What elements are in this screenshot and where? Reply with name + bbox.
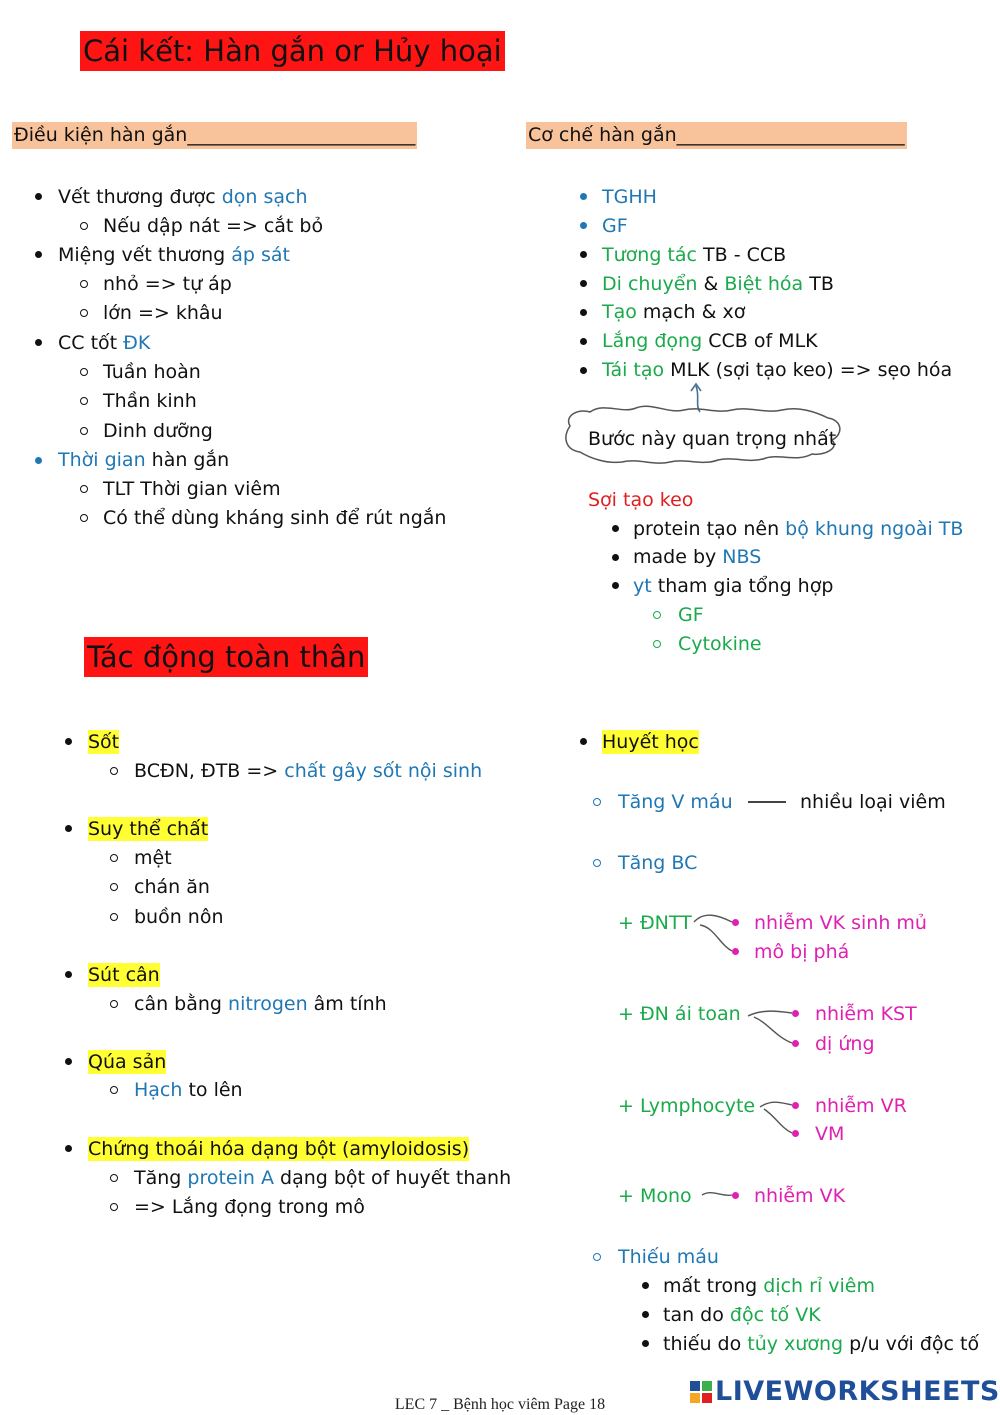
collagen-cytokine: Cytokine bbox=[678, 633, 762, 655]
circle-bullet-icon bbox=[110, 1086, 118, 1094]
bullet-icon bbox=[580, 222, 587, 229]
cloud-annotation-shape bbox=[560, 380, 850, 472]
condition-time-sub1: TLT Thời gian viêm bbox=[103, 478, 281, 500]
anemia-loss: mất trong dịch rỉ viêm bbox=[663, 1275, 875, 1297]
bullet-icon bbox=[642, 1311, 649, 1318]
bullet-icon bbox=[580, 193, 587, 200]
collagen-title: Sợi tạo keo bbox=[588, 489, 694, 511]
effect-amyloidosis: Chứng thoái hóa dạng bột (amyloidosis) bbox=[88, 1138, 470, 1160]
circle-bullet-icon bbox=[110, 1203, 118, 1211]
bullet-icon bbox=[35, 251, 42, 258]
hema-wbc: Tăng BC bbox=[618, 852, 698, 874]
hema-monocyte: + Mono bbox=[618, 1185, 692, 1207]
hematology-title: Huyết học bbox=[602, 731, 699, 753]
circle-bullet-icon bbox=[80, 514, 88, 522]
bullet-icon bbox=[65, 825, 72, 832]
circle-bullet-icon bbox=[110, 913, 118, 921]
circle-bullet-icon bbox=[110, 1000, 118, 1008]
effect-fever-sub: BCĐN, ĐTB => chất gây sốt nội sinh bbox=[134, 760, 483, 782]
bullet-icon bbox=[792, 1130, 799, 1137]
effect-nausea: buồn nôn bbox=[134, 906, 224, 928]
neutrophil-bacteria: nhiễm VK sinh mủ bbox=[754, 912, 927, 934]
circle-bullet-icon bbox=[80, 309, 88, 317]
effect-anorexia: chán ăn bbox=[134, 876, 210, 898]
collagen-made-by: made by NBS bbox=[633, 546, 762, 568]
effect-hyperplasia: Qúa sản bbox=[88, 1051, 167, 1073]
mechanism-vessels: Tạo mạch & xơ bbox=[602, 301, 746, 323]
collagen-gf: GF bbox=[678, 604, 704, 626]
monocyte-bacteria: nhiễm VK bbox=[754, 1185, 846, 1207]
condition-good-body: CC tốt ĐK bbox=[58, 332, 151, 354]
bullet-icon bbox=[732, 948, 739, 955]
bullet-icon bbox=[732, 919, 739, 926]
condition-circulation: Tuần hoàn bbox=[103, 361, 201, 383]
bullet-icon bbox=[35, 457, 42, 464]
circle-bullet-icon bbox=[80, 397, 88, 405]
effect-weakness: Suy thể chất bbox=[88, 818, 209, 840]
circle-bullet-icon bbox=[110, 883, 118, 891]
heading-healing-conditions: Điều kiện hàn gắn________________________ bbox=[12, 122, 417, 149]
bullet-icon bbox=[580, 309, 587, 316]
circle-bullet-icon bbox=[593, 859, 601, 867]
hema-anemia: Thiếu máu bbox=[618, 1246, 719, 1268]
bullet-icon bbox=[580, 338, 587, 345]
mechanism-interaction: Tương tác TB - CCB bbox=[602, 244, 787, 266]
circle-bullet-icon bbox=[80, 485, 88, 493]
effect-tired: mệt bbox=[134, 847, 172, 869]
hema-neutrophil: + ĐNTT bbox=[618, 912, 692, 934]
collagen-protein: protein tạo nên bộ khung ngoài TB bbox=[633, 518, 964, 540]
circle-bullet-icon bbox=[80, 427, 88, 435]
condition-clean-sub: Nếu dập nát => cắt bỏ bbox=[103, 215, 324, 237]
eosinophil-allergy: dị ứng bbox=[815, 1033, 875, 1055]
effect-protein-a: Tăng protein A dạng bột of huyết thanh bbox=[134, 1167, 512, 1189]
bullet-icon bbox=[35, 339, 42, 346]
bullet-icon bbox=[642, 1340, 649, 1347]
bullet-icon bbox=[612, 582, 619, 589]
circle-bullet-icon bbox=[80, 368, 88, 376]
bullet-icon bbox=[612, 525, 619, 532]
bullet-icon bbox=[65, 1058, 72, 1065]
heading-healing-mechanism: Cơ chế hàn gắn________________________ bbox=[526, 122, 907, 149]
condition-close-edges: Miệng vết thương áp sát bbox=[58, 244, 290, 266]
effect-fever: Sốt bbox=[88, 731, 120, 753]
mechanism-deposit: Lắng đọng CCB of MLK bbox=[602, 330, 818, 352]
title-systemic-effects: Tác động toàn thân bbox=[84, 637, 368, 677]
bullet-icon bbox=[792, 1040, 799, 1047]
anemia-hemolysis: tan do độc tố VK bbox=[663, 1304, 821, 1326]
anemia-marrow: thiếu do tủy xương p/u với độc tố bbox=[663, 1333, 980, 1355]
bullet-icon bbox=[580, 251, 587, 258]
bullet-icon bbox=[580, 738, 587, 745]
bullet-icon bbox=[792, 1010, 799, 1017]
logo-icon bbox=[690, 1381, 712, 1403]
effect-deposit: => Lắng đọng trong mô bbox=[134, 1196, 365, 1218]
page-footer: LEC 7 _ Bệnh học viêm Page 18 bbox=[394, 1396, 606, 1413]
condition-time: Thời gian hàn gắn bbox=[58, 449, 230, 471]
mechanism-tghh: TGHH bbox=[602, 186, 657, 208]
bullet-icon bbox=[65, 738, 72, 745]
circle-bullet-icon bbox=[110, 767, 118, 775]
bullet-icon bbox=[65, 971, 72, 978]
bullet-icon bbox=[642, 1282, 649, 1289]
circle-bullet-icon bbox=[593, 1253, 601, 1261]
connector-line bbox=[748, 801, 786, 803]
bullet-icon bbox=[65, 1145, 72, 1152]
circle-bullet-icon bbox=[593, 798, 601, 806]
circle-bullet-icon bbox=[80, 222, 88, 230]
condition-nerve: Thần kinh bbox=[103, 390, 197, 412]
condition-nutrition: Dinh dưỡng bbox=[103, 420, 213, 442]
bullet-icon bbox=[35, 193, 42, 200]
condition-time-sub2: Có thể dùng kháng sinh để rút ngắn bbox=[103, 507, 447, 529]
bullet-icon bbox=[792, 1102, 799, 1109]
effect-lymph: Hạch to lên bbox=[134, 1079, 243, 1101]
bullet-icon bbox=[612, 554, 619, 561]
circle-bullet-icon bbox=[653, 611, 661, 619]
circle-bullet-icon bbox=[653, 640, 661, 648]
logo-text: LIVEWORKSHEETS bbox=[715, 1376, 1000, 1407]
effect-weight-loss: Sút cân bbox=[88, 964, 160, 986]
liveworksheets-logo[interactable] bbox=[690, 1376, 1000, 1407]
effect-nitrogen: cân bằng nitrogen âm tính bbox=[134, 993, 387, 1015]
bullet-icon bbox=[580, 367, 587, 374]
mechanism-rebuild: Tái tạo MLK (sợi tạo keo) => sẹo hóa bbox=[602, 359, 953, 381]
condition-clean: Vết thương được dọn sạch bbox=[58, 186, 308, 208]
lymphocyte-virus: nhiễm VR bbox=[815, 1095, 907, 1117]
mechanism-migration: Di chuyển & Biệt hóa TB bbox=[602, 273, 834, 295]
circle-bullet-icon bbox=[80, 280, 88, 288]
hema-blood-volume: Tăng V máu bbox=[618, 791, 733, 813]
circle-bullet-icon bbox=[110, 854, 118, 862]
circle-bullet-icon bbox=[110, 1174, 118, 1182]
cloud-note-text: Bước này quan trọng nhất bbox=[588, 428, 837, 450]
condition-small: nhỏ => tự áp bbox=[103, 273, 232, 295]
bullet-icon bbox=[732, 1192, 739, 1199]
lymphocyte-chronic: VM bbox=[815, 1123, 845, 1145]
hema-lymphocyte: + Lymphocyte bbox=[618, 1095, 756, 1117]
collagen-factors: yt tham gia tổng hợp bbox=[633, 575, 834, 597]
condition-large: lớn => khâu bbox=[103, 302, 223, 324]
hema-eosinophil: + ĐN ái toan bbox=[618, 1003, 741, 1025]
neutrophil-tissue: mô bị phá bbox=[754, 941, 850, 963]
title-ending: Cái kết: Hàn gắn or Hủy hoại bbox=[80, 31, 505, 71]
hema-many-inflammation: nhiều loại viêm bbox=[800, 791, 946, 813]
eosinophil-parasite: nhiễm KST bbox=[815, 1003, 917, 1025]
bullet-icon bbox=[580, 280, 587, 287]
mechanism-gf: GF bbox=[602, 215, 628, 237]
